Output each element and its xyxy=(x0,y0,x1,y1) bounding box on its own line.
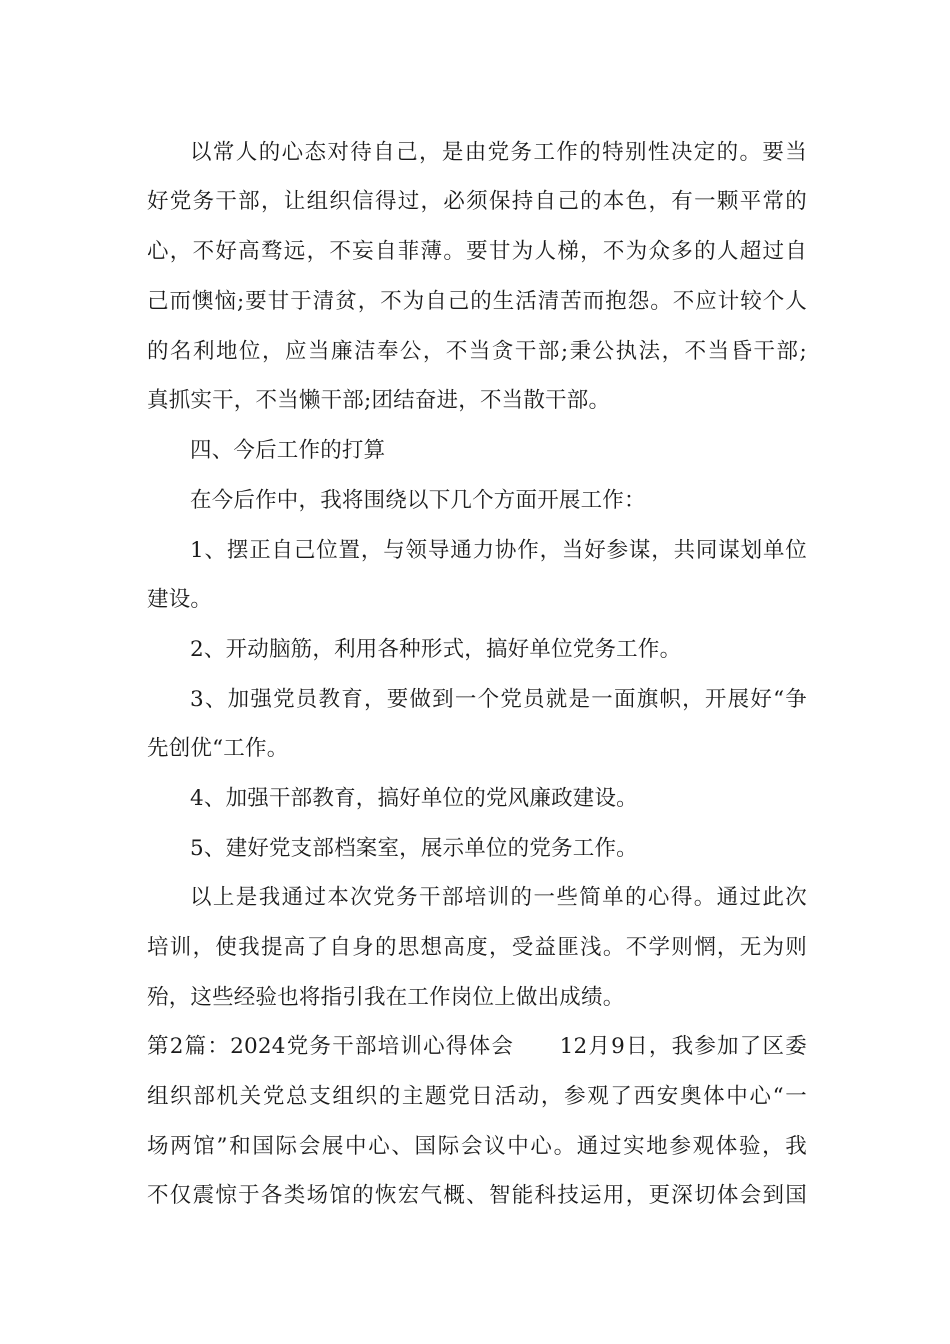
list-item: 3、加强党员教育，要做到一个党员就是一面旗帜，开展好“争 xyxy=(190,687,807,712)
paragraph-line: 真抓实干，不当懒干部;团结奋进，不当散干部。 xyxy=(147,388,611,413)
paragraph-line: 组织部机关党总支组织的主题党日活动，参观了西安奥体中心“一 xyxy=(147,1084,807,1109)
paragraph-line: 殆，这些经验也将指引我在工作岗位上做出成绩。 xyxy=(147,985,625,1010)
paragraph-line: 好党务干部，让组织信得过，必须保持自己的本色，有一颗平常的 xyxy=(147,189,807,214)
article-heading-line: 第2篇：2024党务干部培训心得体会 12月9日，我参加了区委 xyxy=(147,1034,807,1059)
list-item: 5、建好党支部档案室，展示单位的党务工作。 xyxy=(190,836,638,861)
list-item-continuation: 建设。 xyxy=(147,587,213,612)
paragraph-line: 在今后作中，我将围绕以下几个方面开展工作： xyxy=(190,488,646,513)
paragraph-line: 以上是我通过本次党务干部培训的一些简单的心得。通过此次 xyxy=(190,885,807,910)
section-heading: 四、今后工作的打算 xyxy=(190,438,386,463)
list-item-continuation: 先创优“工作。 xyxy=(147,736,289,761)
list-item: 4、加强干部教育，搞好单位的党风廉政建设。 xyxy=(190,786,638,811)
paragraph-line: 场两馆”和国际会展中心、国际会议中心。通过实地参观体验，我 xyxy=(147,1134,807,1159)
paragraph-line: 以常人的心态对待自己，是由党务工作的特别性决定的。要当 xyxy=(190,140,807,165)
paragraph-line: 己而懊恼;要甘于清贫，不为自己的生活清苦而抱怨。不应计较个人 xyxy=(147,289,807,314)
list-item: 2、开动脑筋，利用各种形式，搞好单位党务工作。 xyxy=(190,637,682,662)
list-item: 1、摆正自己位置，与领导通力协作，当好参谋，共同谋划单位 xyxy=(190,538,807,563)
paragraph-line: 不仅震惊于各类场馆的恢宏气概、智能科技运用，更深切体会到国 xyxy=(147,1183,807,1208)
paragraph-line: 的名利地位，应当廉洁奉公，不当贪干部;秉公执法，不当昏干部; xyxy=(147,339,807,364)
paragraph-line: 心，不好高骛远，不妄自菲薄。要甘为人梯，不为众多的人超过自 xyxy=(147,239,807,264)
paragraph-line: 培训，使我提高了自身的思想高度，受益匪浅。不学则惘，无为则 xyxy=(147,935,807,960)
